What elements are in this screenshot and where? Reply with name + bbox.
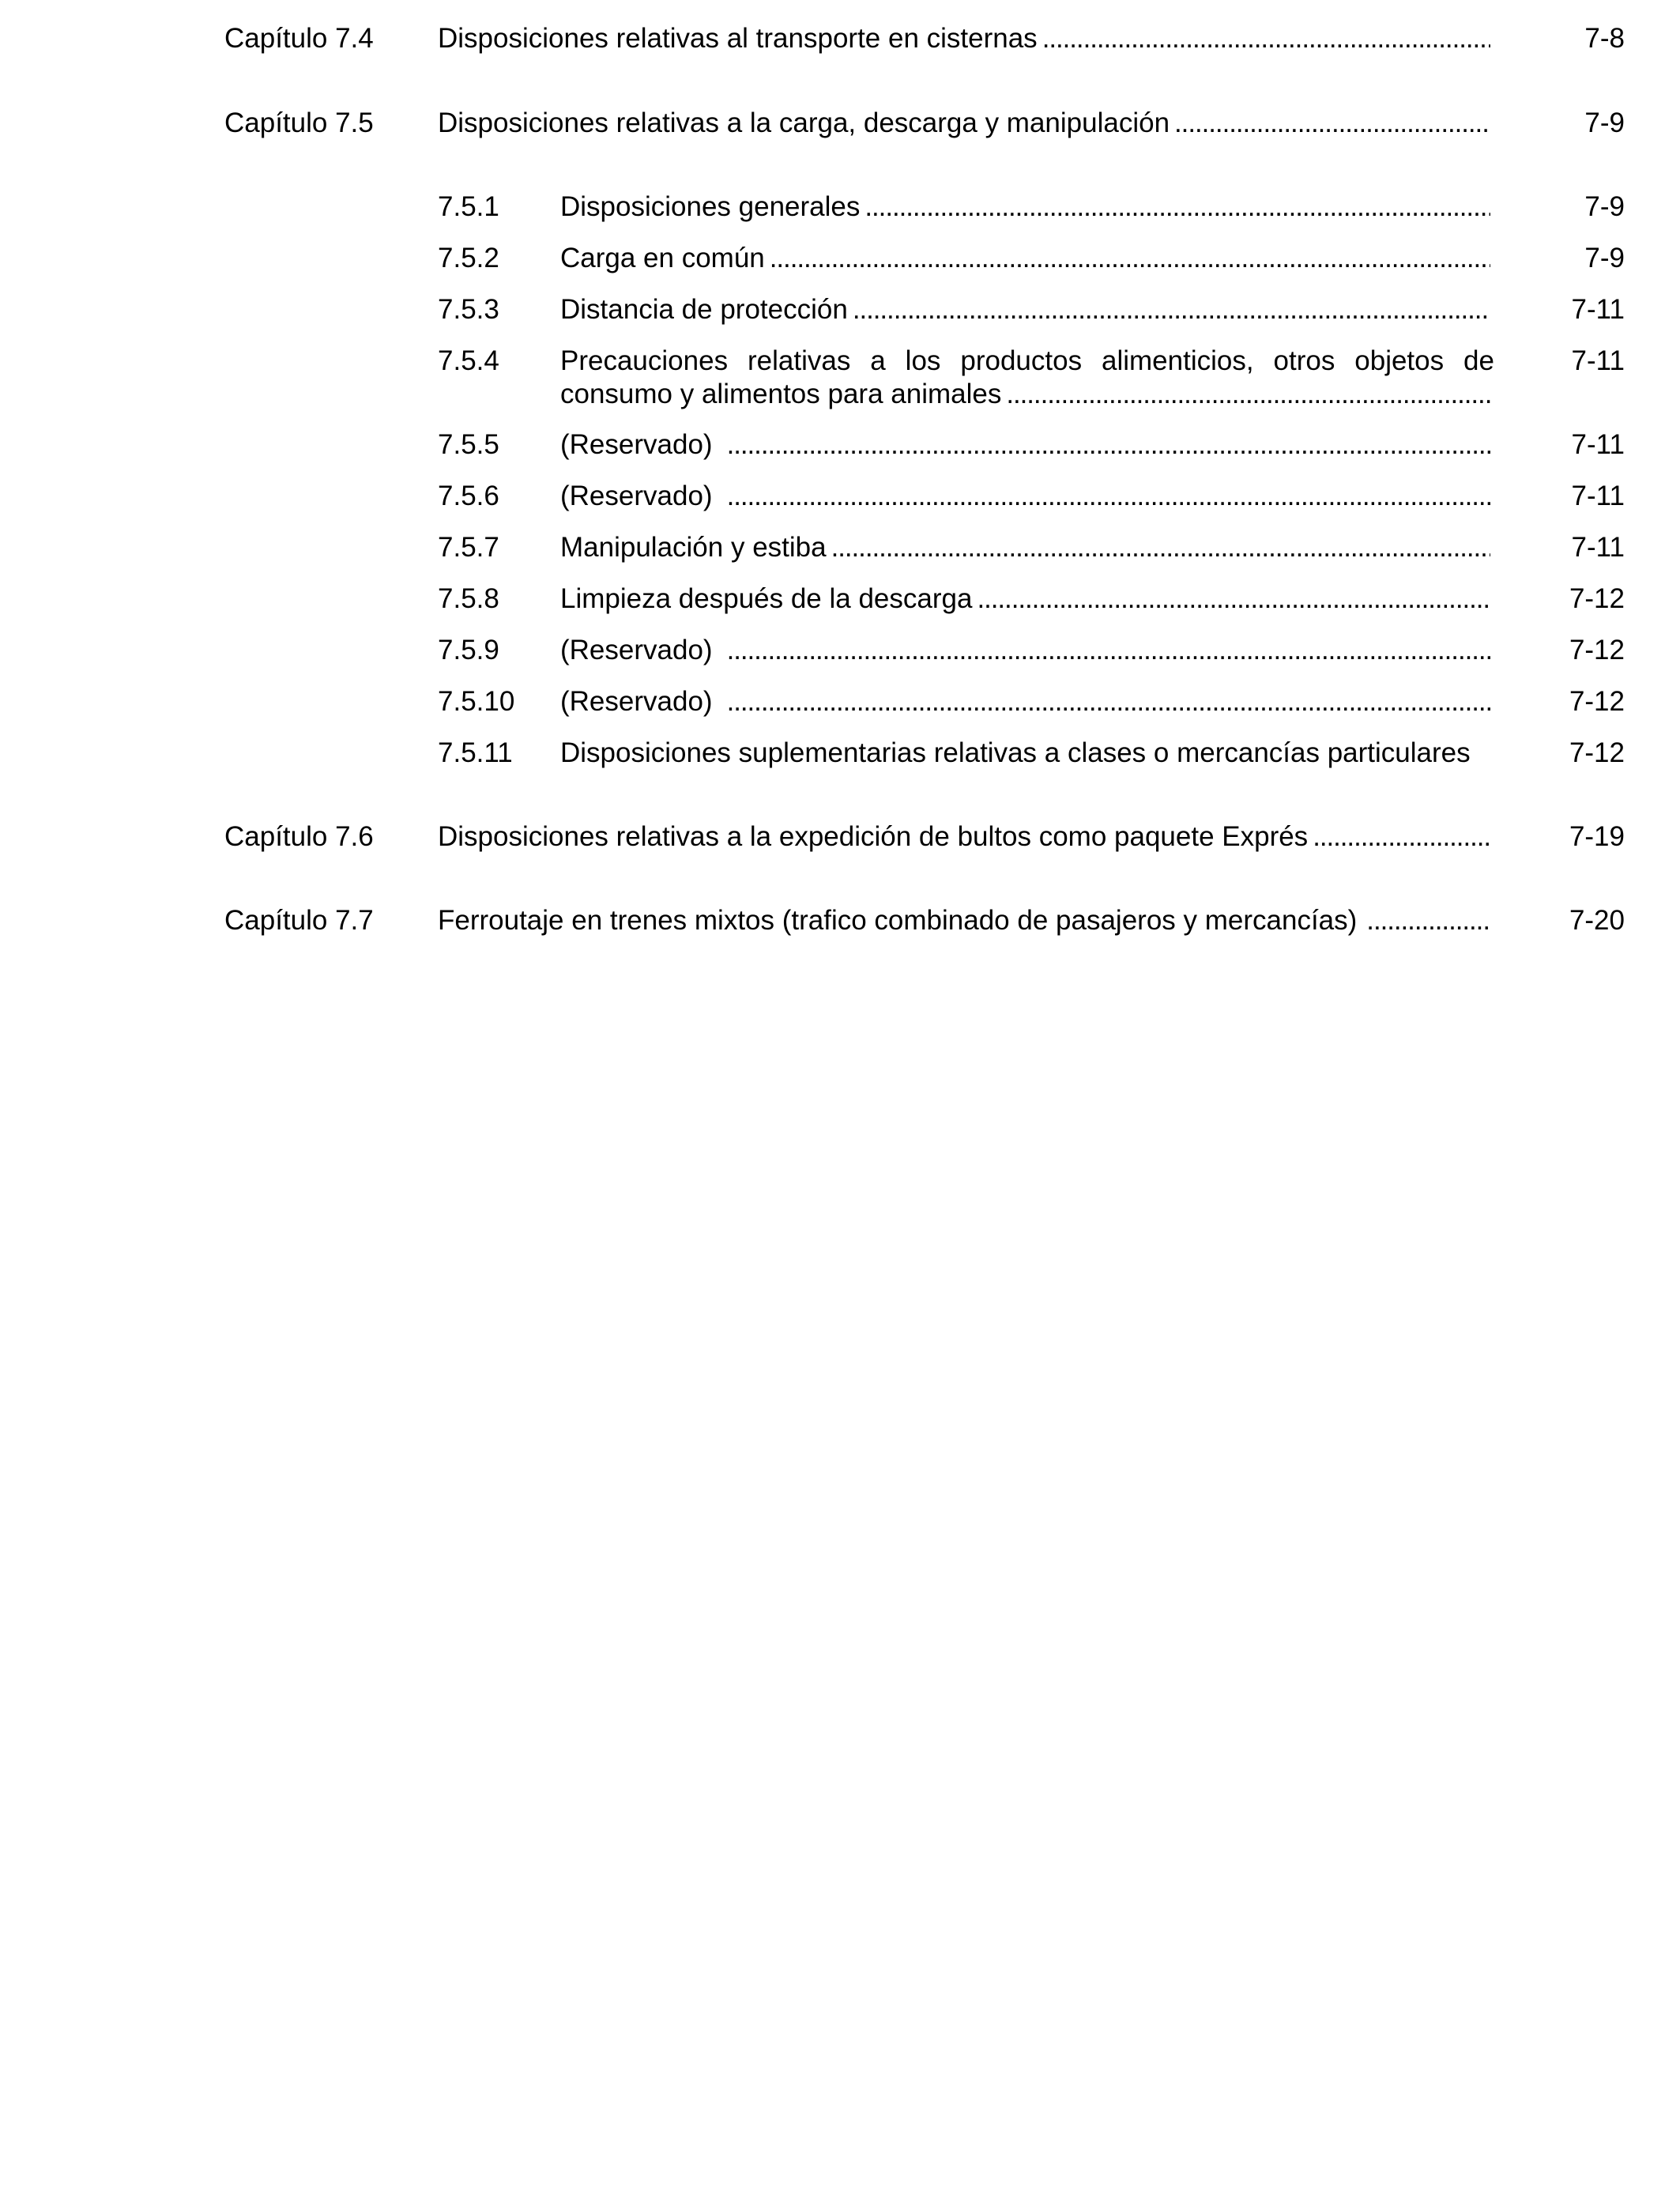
dot-leader [1042,22,1490,55]
section-number: 7.5.7 [438,532,499,563]
toc-entry-section-7-5-10 [0,685,1680,718]
page-number: 7-11 [1571,481,1625,511]
entry-title: Disposiciones relativas a la expedición de bultos como paquete Exprés [438,821,1309,852]
toc-entry-section-7-5-5 [0,428,1680,462]
page-number: 7-11 [1571,532,1625,563]
entry-title-area [560,242,1490,275]
section-number: 7.5.1 [438,191,499,222]
toc-entry-chapter-7-7 [0,904,1680,937]
entry-title: (Reservado) [560,429,713,460]
entry-title-continuation: consumo y alimentos para animales [560,379,1002,409]
chapter-label: Capítulo 7.5 [224,107,374,138]
dot-leader [1006,378,1490,411]
entry-title-line-1 [560,345,1494,378]
entry-title-area [560,582,1490,616]
entry-title-area [438,22,1490,55]
entry-title-area [438,107,1490,140]
entry-title-area [560,190,1490,224]
entry-title: Precauciones relativas a los productos alimenticios, otros objetos de [560,345,1494,376]
page-number: 7-9 [1584,191,1625,222]
section-number: 7.5.11 [438,737,513,768]
page-number: 7-11 [1571,294,1625,325]
section-number: 7.5.4 [438,345,499,376]
section-number: 7.5.6 [438,481,499,511]
toc-entry-section-7-5-7 [0,531,1680,564]
page-number: 7-20 [1569,905,1625,936]
dot-leader [727,685,1490,718]
entry-title-area [560,480,1490,513]
dot-leader [831,531,1490,564]
entry-title: Disposiciones generales [560,191,861,222]
page-number: 7-12 [1569,737,1625,768]
toc-entry-section-7-5-11 [0,737,1680,770]
entry-title-area [560,685,1490,718]
entry-title: Disposiciones suplementarias relativas a clases o mercancías particulares [560,737,1471,768]
entry-title: Manipulación y estiba [560,532,827,563]
section-number: 7.5.9 [438,635,499,665]
chapter-label: Capítulo 7.7 [224,905,374,936]
page-number: 7-11 [1571,345,1625,376]
dot-leader [864,190,1490,224]
entry-title: Limpieza después de la descarga [560,583,973,614]
page-number: 7-12 [1569,583,1625,614]
page-number: 7-12 [1569,686,1625,717]
toc-entry-chapter-7-4 [0,22,1680,55]
toc-entry-chapter-7-5 [0,107,1680,140]
entry-title-area [560,293,1490,326]
entry-title: (Reservado) [560,635,713,665]
dot-leader [770,242,1490,275]
toc-entry-section-7-5-2 [0,242,1680,275]
chapter-label: Capítulo 7.6 [224,821,374,852]
toc-entry-section-7-5-1 [0,190,1680,224]
dot-leader [977,582,1490,616]
page-number: 7-8 [1584,23,1625,54]
toc-entry-section-7-5-9 [0,634,1680,667]
page-number: 7-19 [1569,821,1625,852]
entry-title: Ferroutaje en trenes mixtos (trafico combinado de pasajeros y mercancías) [438,905,1358,936]
entry-title-area [438,820,1490,854]
page-number: 7-9 [1584,243,1625,273]
dot-leader [1366,904,1490,937]
toc-entry-section-7-5-4 [0,345,1680,411]
entry-title: Disposiciones relativas a la carga, descarga y manipulación [438,107,1170,138]
entry-title-area [438,904,1490,937]
dot-leader [1313,820,1490,854]
dot-leader [727,634,1490,667]
dot-leader [853,293,1490,326]
dot-leader [727,428,1490,462]
dot-leader [1174,107,1490,140]
entry-title: (Reservado) [560,686,713,717]
toc-entry-section-7-5-6 [0,480,1680,513]
entry-title-area [560,737,1490,770]
section-number: 7.5.5 [438,429,499,460]
entry-title-area [560,634,1490,667]
toc-entry-section-7-5-8 [0,582,1680,616]
page-number: 7-9 [1584,107,1625,138]
entry-title: Distancia de protección [560,294,848,325]
section-number: 7.5.8 [438,583,499,614]
dot-leader [727,480,1490,513]
page-number: 7-12 [1569,635,1625,665]
toc-entry-chapter-7-6 [0,820,1680,854]
entry-title-line-2 [560,378,1490,411]
section-number: 7.5.2 [438,243,499,273]
section-number: 7.5.10 [438,686,515,717]
section-number: 7.5.3 [438,294,499,325]
entry-title: (Reservado) [560,481,713,511]
entry-title: Disposiciones relativas al transporte en cisternas [438,23,1038,54]
chapter-label: Capítulo 7.4 [224,23,374,54]
page-number: 7-11 [1571,429,1625,460]
entry-title: Carga en común [560,243,765,273]
entry-title-area [560,531,1490,564]
entry-title-area [560,428,1490,462]
toc-entry-section-7-5-3 [0,293,1680,326]
